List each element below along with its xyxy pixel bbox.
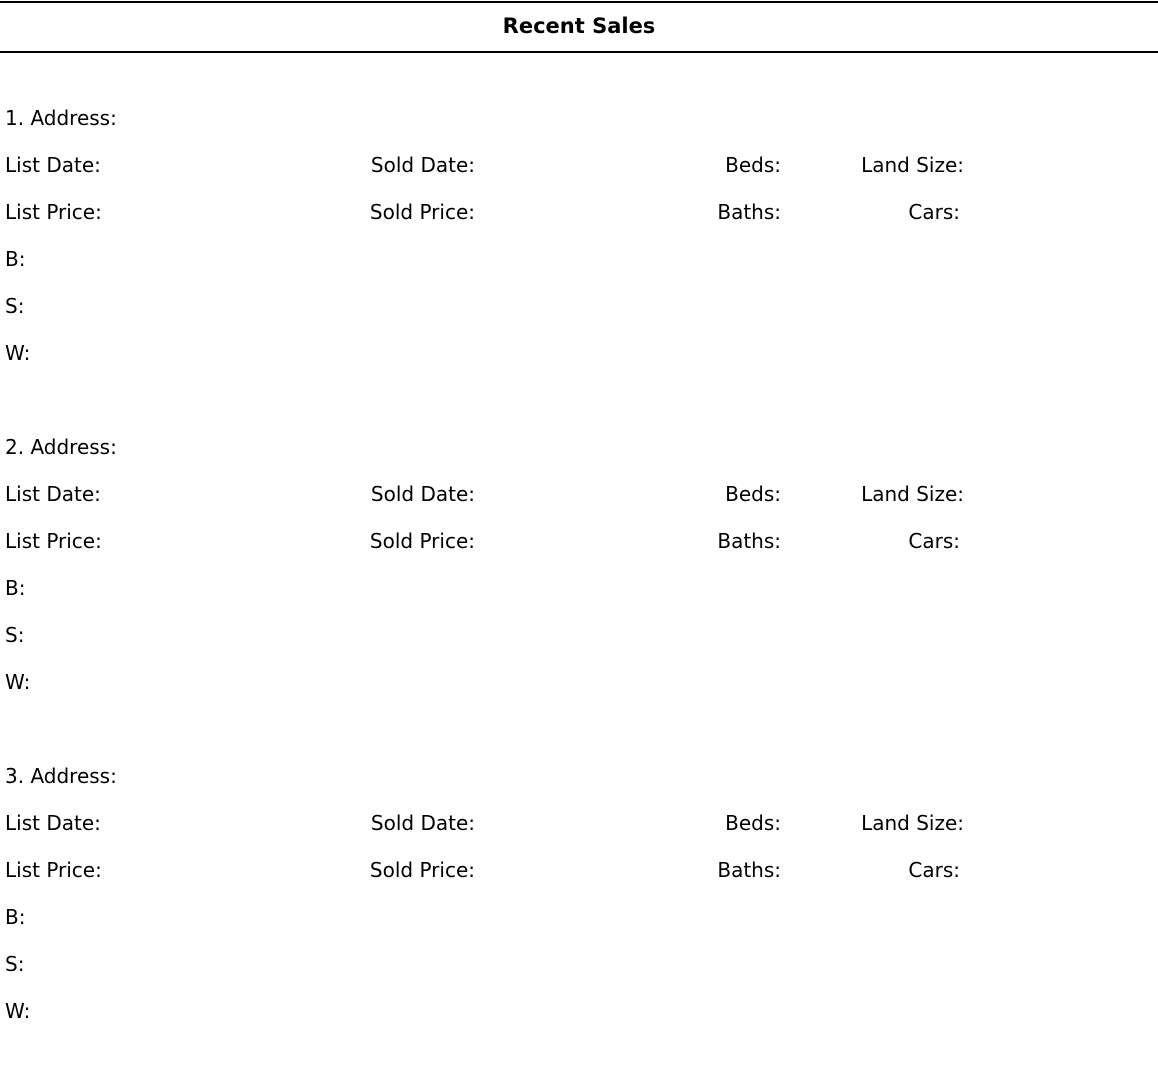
s-label: S: [5,952,25,976]
address-row [0,104,1158,132]
list-date-label: List Date: [5,811,101,835]
list-date-label: List Date: [5,153,101,177]
list-price-label: List Price: [5,858,102,882]
w-label: W: [5,670,31,694]
b-label: B: [5,576,26,600]
address-row [0,762,1158,790]
cars-label: Cars: [908,858,960,882]
sold-date-label: Sold Date: [370,153,475,177]
w-label: W: [5,999,31,1023]
land-size-label: Land Size: [861,153,964,177]
b-row [0,574,1158,602]
s-row [0,950,1158,978]
land-size-label: Land Size: [861,482,964,506]
address-row [0,433,1158,461]
beds-label: Beds: [725,811,781,835]
w-row [0,339,1158,367]
baths-label: Baths: [717,529,781,553]
s-row [0,621,1158,649]
s-label: S: [5,294,25,318]
s-label: S: [5,623,25,647]
sold-price-label: Sold Price: [369,200,475,224]
list-price-label: List Price: [5,529,102,553]
beds-label: Beds: [725,153,781,177]
land-size-label: Land Size: [861,811,964,835]
sale-record-1 [0,104,1158,404]
baths-label: Baths: [717,200,781,224]
sold-date-label: Sold Date: [370,811,475,835]
baths-label: Baths: [717,858,781,882]
sold-price-label: Sold Price: [369,529,475,553]
s-row [0,292,1158,320]
price-row [0,856,1158,884]
sold-date-label: Sold Date: [370,482,475,506]
cars-label: Cars: [908,529,960,553]
address-label: 1. Address: [5,106,117,130]
sold-price-label: Sold Price: [369,858,475,882]
address-label: 3. Address: [5,764,117,788]
price-row [0,198,1158,226]
b-label: B: [5,905,26,929]
page-header [0,1,1158,53]
list-price-label: List Price: [5,200,102,224]
page-title: Recent Sales [502,14,656,38]
sale-record-2 [0,433,1158,733]
price-row [0,527,1158,555]
b-row [0,903,1158,931]
cars-label: Cars: [908,200,960,224]
b-row [0,245,1158,273]
w-label: W: [5,341,31,365]
list-date-label: List Date: [5,482,101,506]
b-label: B: [5,247,26,271]
address-label: 2. Address: [5,435,117,459]
beds-label: Beds: [725,482,781,506]
w-row [0,997,1158,1025]
date-row [0,151,1158,179]
date-row [0,480,1158,508]
w-row [0,668,1158,696]
sale-record-3 [0,762,1158,1062]
date-row [0,809,1158,837]
